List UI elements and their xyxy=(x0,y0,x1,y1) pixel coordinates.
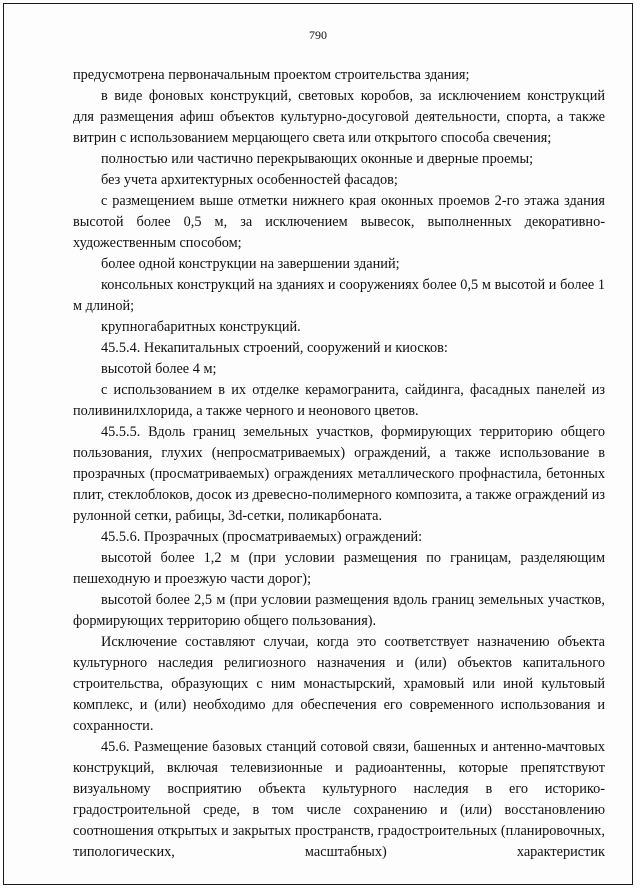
paragraph: высотой более 1,2 м (при условии размещения по границам, разделяющим пешеходную и проезжую части дорог); xyxy=(73,550,605,587)
paragraph: крупногабаритных конструкций. xyxy=(101,319,301,335)
paragraph: с размещением выше отметки нижнего края оконных проемов 2-го этажа здания высотой более 0,5 м, за исключением вывесок, выполненных декоративно-художественным способом; xyxy=(73,193,605,251)
section-paragraph: 45.6. Размещение базовых станций сотовой связи, башенных и антенно-мачтовых конструкций, включая телевизионные и радиоантенны, которые препятствуют визуальному восприятию объекта культурного наследия в его историко-градостроительной среде, в том числе сохранению и (или) восстановлению соотношения открытых и закрытых пространств, градостроительных (планировочных, типологических, масштабных) характеристик xyxy=(73,739,605,860)
document-body xyxy=(73,65,605,863)
document-page xyxy=(3,3,633,885)
paragraph: консольных конструкций на зданиях и сооружениях более 0,5 м высотой и более 1 м длиной; xyxy=(73,277,605,314)
paragraph: высотой более 2,5 м (при условии размещения вдоль границ земельных участков, формирующих территорию общего пользования). xyxy=(73,592,605,629)
paragraph: более одной конструкции на завершении зданий; xyxy=(101,256,400,272)
section-heading: 45.5.6. Прозрачных (просматриваемых) ограждений: xyxy=(101,529,423,545)
paragraph: без учета архитектурных особенностей фасадов; xyxy=(101,172,398,188)
paragraph: с использованием в их отделке керамогранита, сайдинга, фасадных панелей из поливинилхлорида, а также черного и неонового цветов. xyxy=(73,382,605,419)
paragraph: полностью или частично перекрывающих оконные и дверные проемы; xyxy=(101,151,534,167)
paragraph: высотой более 4 м; xyxy=(101,361,217,377)
section-heading: 45.5.4. Некапитальных строений, сооружений и киосков: xyxy=(101,340,448,356)
paragraph: в виде фоновых конструкций, световых коробов, за исключением конструкций для размещения афиш объектов культурно-досуговой деятельности, спорта, а также витрин с использованием мерцающего света или открытого способа свечения; xyxy=(73,88,605,146)
paragraph: Исключение составляют случаи, когда это соответствует назначению объекта культурного наследия религиозного назначения и (или) объектов капитального строительства, образующих с ним монастырский, храмовый или иной культовый комплекс, и (или) необходимо для обеспечения его современного использования и сохранности. xyxy=(73,634,605,734)
paragraph: предусмотрена первоначальным проектом строительства здания; xyxy=(73,67,470,83)
page-number: 790 xyxy=(309,28,327,42)
section-paragraph: 45.5.5. Вдоль границ земельных участков, формирующих территорию общего пользования, глухих (непросматриваемых) ограждений, а также использование в прозрачных (просматриваемых) ограждениях металлического профнастила, бетонных плит, стеклоблоков, досок из древесно-полимерного композита, а также ограждений из рулонной сетки, рабицы, 3d-сетки, поликарбоната. xyxy=(73,424,605,524)
